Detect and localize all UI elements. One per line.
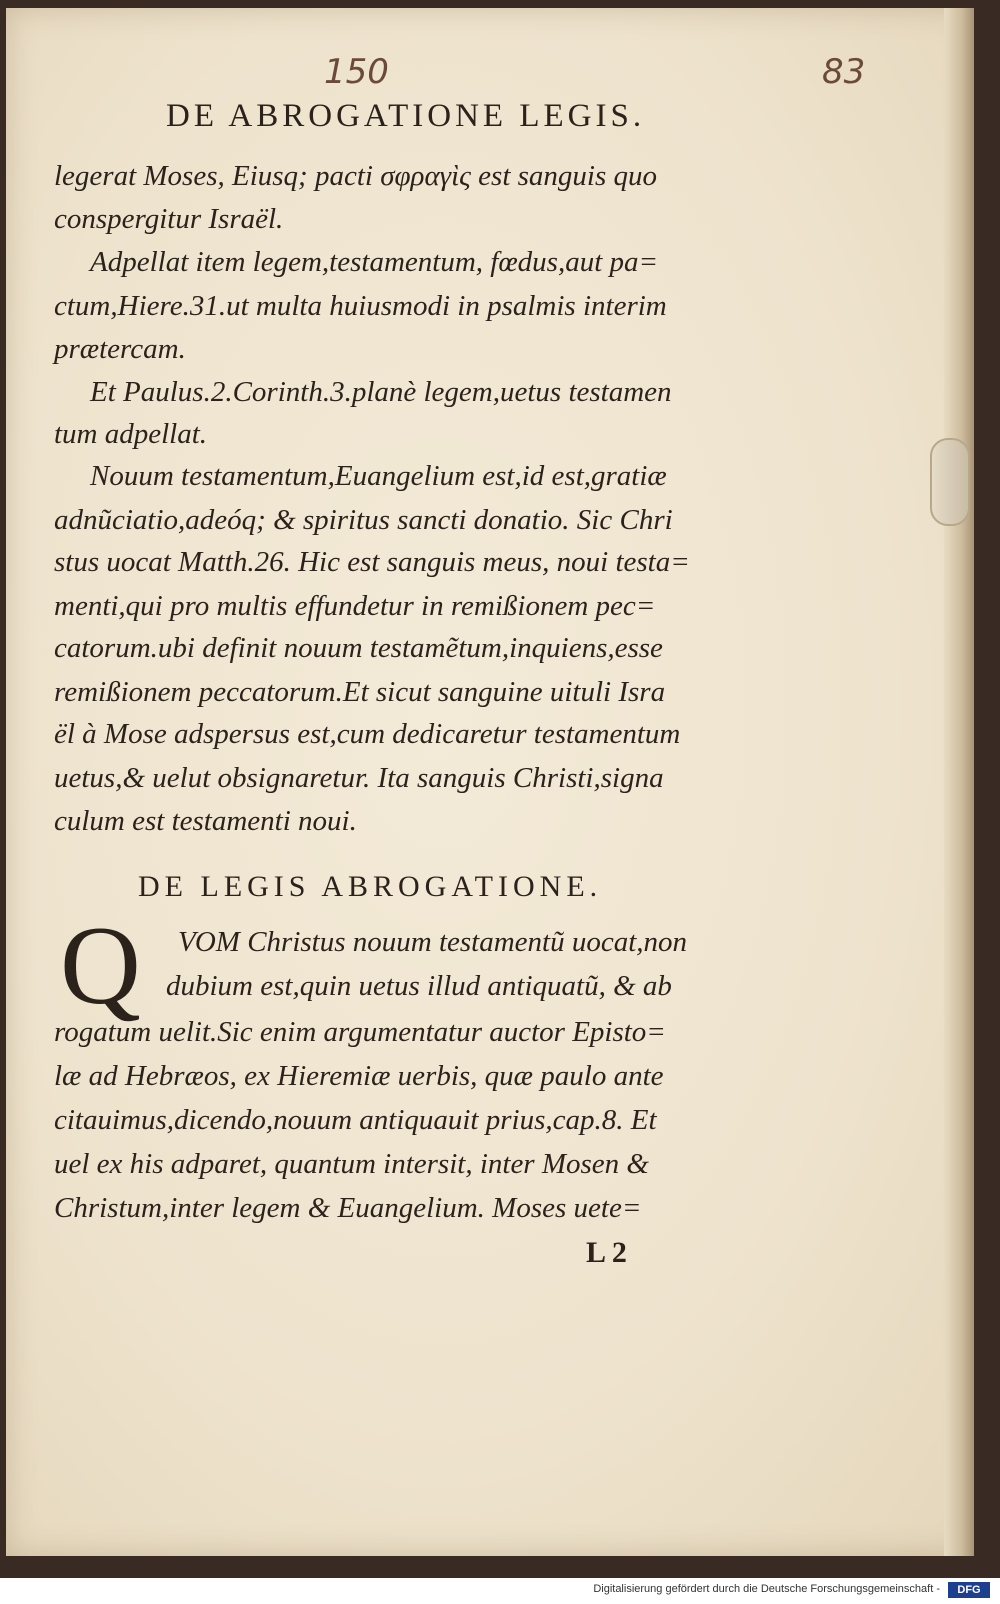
- text-line: prætercam.: [54, 333, 186, 365]
- text-line: ël à Mose adspersus est,cum dedicaretur testamentum: [54, 718, 681, 750]
- text-line: citauimus,dicendo,nouum antiquauit prius,cap.8. Et: [54, 1104, 657, 1136]
- book-page: [6, 8, 974, 1556]
- text-line: ctum,Hiere.31.ut multa huiusmodi in psalmis interim: [54, 290, 667, 322]
- page-edge: [944, 8, 974, 1556]
- text-line: Adpellat item legem,testamentum, fœdus,aut pa=: [90, 246, 659, 278]
- footer-credit: Digitalisierung gefördert durch die Deutsche Forschungsgemeinschaft -: [593, 1583, 940, 1595]
- text-line: uetus,& uelut obsignaretur. Ita sanguis Christi,signa: [54, 762, 664, 794]
- text-line: Christum,inter legem & Euangelium. Moses uete=: [54, 1192, 642, 1224]
- book-clasp: [930, 438, 970, 526]
- drop-initial: Q: [60, 904, 141, 1028]
- text-line: rogatum uelit.Sic enim argumentatur auctor Episto=: [54, 1016, 666, 1048]
- text-line: VOM Christus nouum testamentũ uocat,non: [178, 926, 688, 958]
- text-line: catorum.ubi definit nouum testamẽtum,inquiens,esse: [54, 632, 663, 664]
- text-line: legerat Moses, Eiusq; pacti σφραγὶς est sanguis quo: [54, 160, 658, 192]
- text-line: dubium est,quin uetus illud antiquatũ, & ab: [166, 970, 672, 1002]
- footer-bar: [0, 1578, 1000, 1604]
- text-line: uel ex his adparet, quantum intersit, inter Mosen &: [54, 1148, 649, 1180]
- text-line: menti,qui pro multis effundetur in remißionem pec=: [54, 590, 656, 622]
- text-line: læ ad Hebræos, ex Hieremiæ uerbis, quæ paulo ante: [54, 1060, 664, 1092]
- text-line: remißionem peccatorum.Et sicut sanguine uituli Isra: [54, 676, 666, 708]
- running-title: DE ABROGATIONE LEGIS.: [166, 98, 646, 134]
- text-line: culum est testamenti noui.: [54, 805, 357, 837]
- text-line: Nouum testamentum,Euangelium est,id est,gratiæ: [90, 460, 667, 492]
- text-line: Et Paulus.2.Corinth.3.planè legem,uetus testamen: [90, 376, 672, 408]
- folio-number: 83: [822, 52, 866, 92]
- signature-mark: L 2: [586, 1236, 627, 1269]
- text-line: stus uocat Matth.26. Hic est sanguis meus, noui testa=: [54, 546, 690, 578]
- section-heading: DE LEGIS ABROGATIONE.: [138, 870, 603, 903]
- dfg-logo: DFG: [948, 1582, 990, 1598]
- text-line: conspergitur Israël.: [54, 203, 284, 235]
- text-line: tum adpellat.: [54, 418, 208, 450]
- text-line: adnũciatio,adeóq; & spiritus sancti donatio. Sic Chri: [54, 504, 673, 536]
- handwritten-page-number: 150: [324, 52, 389, 92]
